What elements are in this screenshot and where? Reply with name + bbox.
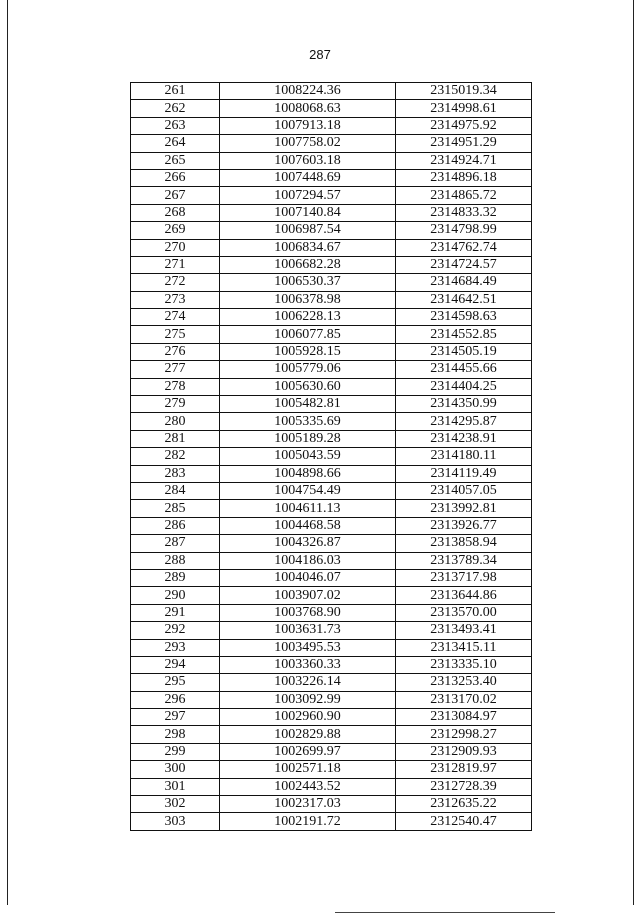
x-coordinate-cell: 1004468.58 <box>220 517 396 534</box>
x-coordinate-cell: 1004186.03 <box>220 552 396 569</box>
y-coordinate-cell: 2314404.25 <box>396 378 532 395</box>
point-id-cell: 285 <box>131 500 220 517</box>
table-row <box>131 309 532 326</box>
point-id-cell: 277 <box>131 361 220 378</box>
point-id-cell: 283 <box>131 465 220 482</box>
table-row <box>131 709 532 726</box>
y-coordinate-cell: 2312728.39 <box>396 778 532 795</box>
x-coordinate-cell: 1004326.87 <box>220 535 396 552</box>
point-id-cell: 275 <box>131 326 220 343</box>
x-coordinate-cell: 1003226.14 <box>220 674 396 691</box>
y-coordinate-cell: 2314684.49 <box>396 274 532 291</box>
y-coordinate-cell: 2312540.47 <box>396 813 532 830</box>
table-row <box>131 169 532 186</box>
x-coordinate-cell: 1006378.98 <box>220 291 396 308</box>
y-coordinate-cell: 2313253.40 <box>396 674 532 691</box>
x-coordinate-cell: 1003768.90 <box>220 604 396 621</box>
point-id-cell: 263 <box>131 117 220 134</box>
x-coordinate-cell: 1006834.67 <box>220 239 396 256</box>
point-id-cell: 272 <box>131 274 220 291</box>
point-id-cell: 296 <box>131 691 220 708</box>
x-coordinate-cell: 1007603.18 <box>220 152 396 169</box>
x-coordinate-cell: 1008224.36 <box>220 83 396 100</box>
point-id-cell: 295 <box>131 674 220 691</box>
point-id-cell: 286 <box>131 517 220 534</box>
x-coordinate-cell: 1007448.69 <box>220 169 396 186</box>
table-row <box>131 326 532 343</box>
x-coordinate-cell: 1005335.69 <box>220 413 396 430</box>
table-row <box>131 152 532 169</box>
y-coordinate-cell: 2313570.00 <box>396 604 532 621</box>
x-coordinate-cell: 1002960.90 <box>220 709 396 726</box>
x-coordinate-cell: 1002829.88 <box>220 726 396 743</box>
x-coordinate-cell: 1007294.57 <box>220 187 396 204</box>
x-coordinate-cell: 1006682.28 <box>220 256 396 273</box>
y-coordinate-cell: 2312998.27 <box>396 726 532 743</box>
point-id-cell: 291 <box>131 604 220 621</box>
table-row <box>131 274 532 291</box>
x-coordinate-cell: 1006987.54 <box>220 222 396 239</box>
point-id-cell: 262 <box>131 100 220 117</box>
y-coordinate-cell: 2313493.41 <box>396 622 532 639</box>
table-row <box>131 778 532 795</box>
x-coordinate-cell: 1005189.28 <box>220 430 396 447</box>
coordinate-table <box>130 82 532 831</box>
y-coordinate-cell: 2314951.29 <box>396 135 532 152</box>
y-coordinate-cell: 2312635.22 <box>396 796 532 813</box>
table-row <box>131 222 532 239</box>
point-id-cell: 282 <box>131 448 220 465</box>
x-coordinate-cell: 1003631.73 <box>220 622 396 639</box>
table-row <box>131 465 532 482</box>
y-coordinate-cell: 2314552.85 <box>396 326 532 343</box>
x-coordinate-cell: 1004898.66 <box>220 465 396 482</box>
x-coordinate-cell: 1005043.59 <box>220 448 396 465</box>
table-row <box>131 535 532 552</box>
point-id-cell: 281 <box>131 430 220 447</box>
table-row <box>131 761 532 778</box>
x-coordinate-cell: 1004046.07 <box>220 569 396 586</box>
table-row <box>131 569 532 586</box>
point-id-cell: 288 <box>131 552 220 569</box>
table-row <box>131 796 532 813</box>
page-number: 287 <box>309 47 331 62</box>
point-id-cell: 292 <box>131 622 220 639</box>
point-id-cell: 268 <box>131 204 220 221</box>
table-row <box>131 135 532 152</box>
x-coordinate-cell: 1002317.03 <box>220 796 396 813</box>
point-id-cell: 293 <box>131 639 220 656</box>
point-id-cell: 266 <box>131 169 220 186</box>
y-coordinate-cell: 2312819.97 <box>396 761 532 778</box>
y-coordinate-cell: 2315019.34 <box>396 83 532 100</box>
table-row <box>131 691 532 708</box>
point-id-cell: 289 <box>131 569 220 586</box>
y-coordinate-cell: 2314896.18 <box>396 169 532 186</box>
table-row <box>131 622 532 639</box>
y-coordinate-cell: 2313644.86 <box>396 587 532 604</box>
x-coordinate-cell: 1003360.33 <box>220 656 396 673</box>
y-coordinate-cell: 2313415.11 <box>396 639 532 656</box>
x-coordinate-cell: 1003092.99 <box>220 691 396 708</box>
table-row <box>131 587 532 604</box>
table-row <box>131 378 532 395</box>
y-coordinate-cell: 2314505.19 <box>396 343 532 360</box>
x-coordinate-cell: 1007758.02 <box>220 135 396 152</box>
table-row <box>131 256 532 273</box>
point-id-cell: 299 <box>131 743 220 760</box>
table-row <box>131 239 532 256</box>
point-id-cell: 290 <box>131 587 220 604</box>
point-id-cell: 303 <box>131 813 220 830</box>
point-id-cell: 270 <box>131 239 220 256</box>
x-coordinate-cell: 1008068.63 <box>220 100 396 117</box>
table-row <box>131 656 532 673</box>
point-id-cell: 271 <box>131 256 220 273</box>
table-row <box>131 726 532 743</box>
y-coordinate-cell: 2314975.92 <box>396 117 532 134</box>
table-row <box>131 361 532 378</box>
point-id-cell: 301 <box>131 778 220 795</box>
y-coordinate-cell: 2314833.32 <box>396 204 532 221</box>
x-coordinate-cell: 1002699.97 <box>220 743 396 760</box>
point-id-cell: 302 <box>131 796 220 813</box>
y-coordinate-cell: 2314350.99 <box>396 396 532 413</box>
x-coordinate-cell: 1005928.15 <box>220 343 396 360</box>
point-id-cell: 297 <box>131 709 220 726</box>
table-row <box>131 500 532 517</box>
table-row <box>131 813 532 830</box>
x-coordinate-cell: 1003907.02 <box>220 587 396 604</box>
point-id-cell: 273 <box>131 291 220 308</box>
table-row <box>131 552 532 569</box>
x-coordinate-cell: 1002571.18 <box>220 761 396 778</box>
x-coordinate-cell: 1006228.13 <box>220 309 396 326</box>
table-row <box>131 396 532 413</box>
x-coordinate-cell: 1003495.53 <box>220 639 396 656</box>
y-coordinate-cell: 2313789.34 <box>396 552 532 569</box>
y-coordinate-cell: 2314798.99 <box>396 222 532 239</box>
table-row <box>131 413 532 430</box>
point-id-cell: 300 <box>131 761 220 778</box>
table-row <box>131 187 532 204</box>
point-id-cell: 276 <box>131 343 220 360</box>
point-id-cell: 284 <box>131 482 220 499</box>
x-coordinate-cell: 1007140.84 <box>220 204 396 221</box>
table-row <box>131 743 532 760</box>
table-row <box>131 517 532 534</box>
coordinate-table-body <box>131 83 532 831</box>
y-coordinate-cell: 2314455.66 <box>396 361 532 378</box>
y-coordinate-cell: 2313084.97 <box>396 709 532 726</box>
x-coordinate-cell: 1002443.52 <box>220 778 396 795</box>
y-coordinate-cell: 2314642.51 <box>396 291 532 308</box>
x-coordinate-cell: 1006077.85 <box>220 326 396 343</box>
point-id-cell: 265 <box>131 152 220 169</box>
point-id-cell: 278 <box>131 378 220 395</box>
y-coordinate-cell: 2314598.63 <box>396 309 532 326</box>
y-coordinate-cell: 2314119.49 <box>396 465 532 482</box>
y-coordinate-cell: 2314998.61 <box>396 100 532 117</box>
point-id-cell: 298 <box>131 726 220 743</box>
point-id-cell: 280 <box>131 413 220 430</box>
x-coordinate-cell: 1004754.49 <box>220 482 396 499</box>
y-coordinate-cell: 2313992.81 <box>396 500 532 517</box>
x-coordinate-cell: 1005779.06 <box>220 361 396 378</box>
point-id-cell: 264 <box>131 135 220 152</box>
point-id-cell: 279 <box>131 396 220 413</box>
table-row <box>131 117 532 134</box>
table-row <box>131 291 532 308</box>
y-coordinate-cell: 2314295.87 <box>396 413 532 430</box>
y-coordinate-cell: 2313335.10 <box>396 656 532 673</box>
page-edge-left <box>7 0 8 905</box>
point-id-cell: 287 <box>131 535 220 552</box>
y-coordinate-cell: 2314238.91 <box>396 430 532 447</box>
x-coordinate-cell: 1004611.13 <box>220 500 396 517</box>
y-coordinate-cell: 2314724.57 <box>396 256 532 273</box>
point-id-cell: 267 <box>131 187 220 204</box>
point-id-cell: 269 <box>131 222 220 239</box>
table-row <box>131 604 532 621</box>
y-coordinate-cell: 2313170.02 <box>396 691 532 708</box>
y-coordinate-cell: 2312909.93 <box>396 743 532 760</box>
table-row <box>131 204 532 221</box>
table-row <box>131 482 532 499</box>
x-coordinate-cell: 1005630.60 <box>220 378 396 395</box>
y-coordinate-cell: 2314865.72 <box>396 187 532 204</box>
table-row <box>131 100 532 117</box>
x-coordinate-cell: 1007913.18 <box>220 117 396 134</box>
x-coordinate-cell: 1006530.37 <box>220 274 396 291</box>
point-id-cell: 261 <box>131 83 220 100</box>
table-row <box>131 674 532 691</box>
table-row <box>131 83 532 100</box>
x-coordinate-cell: 1005482.81 <box>220 396 396 413</box>
x-coordinate-cell: 1002191.72 <box>220 813 396 830</box>
table-row <box>131 448 532 465</box>
y-coordinate-cell: 2314057.05 <box>396 482 532 499</box>
y-coordinate-cell: 2314180.11 <box>396 448 532 465</box>
page-edge-bottom <box>335 912 555 913</box>
table-row <box>131 430 532 447</box>
y-coordinate-cell: 2313858.94 <box>396 535 532 552</box>
y-coordinate-cell: 2314762.74 <box>396 239 532 256</box>
table-row <box>131 343 532 360</box>
y-coordinate-cell: 2313926.77 <box>396 517 532 534</box>
page-edge-right <box>633 0 634 905</box>
y-coordinate-cell: 2313717.98 <box>396 569 532 586</box>
point-id-cell: 274 <box>131 309 220 326</box>
y-coordinate-cell: 2314924.71 <box>396 152 532 169</box>
point-id-cell: 294 <box>131 656 220 673</box>
table-row <box>131 639 532 656</box>
